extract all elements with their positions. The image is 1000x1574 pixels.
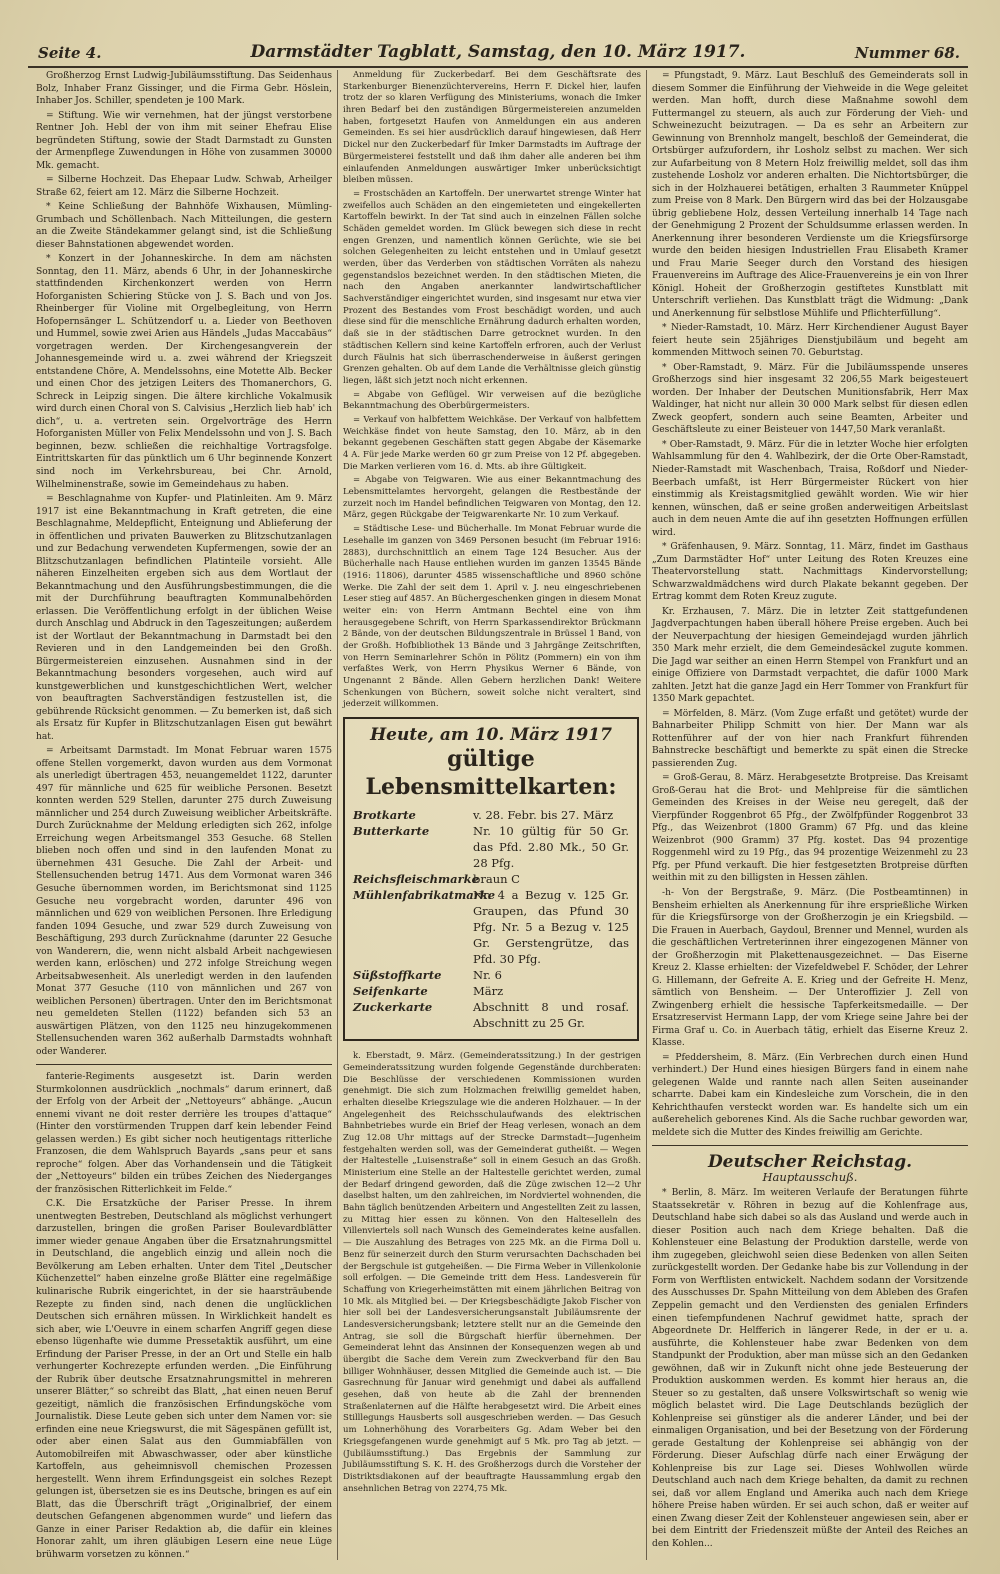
- ration-cards-box: [343, 717, 639, 1041]
- box-title: Heute, am 10. März 1917: [370, 725, 612, 746]
- article: * Keine Schließung der Bahnhöfe Wixhausen, Mümling-Grumbach und Schöllenbach. Nach Mitteilungen, die gestern an die Zweite Ständekammer gelangt sind, ist die Schließung dieser Bahnstationen abgewendet worden.: [36, 202, 332, 250]
- column-divider: [337, 70, 338, 1560]
- article: k. Eberstadt, 9. März. (Gemeinderatssitzung.) In der gestrigen Gemeinderatssitzung wurden folgende Gegenstände durchberaten: Die Beschlüsse der verschiedenen Kommissionen wurden genehmigt. Die sich zum Holzmachen freiwillig gemeldet haben, erhalten dieselbe Kriegszulage wie die anderen Holzhauer. — In der Angelegenheit des Reichsschulaufwands des elektrischen Bahnbetriebes wurde ein Brief der Heag verlesen, wonach an dem Zug 12.08 Uhr mittags auf der Strecke Darmstadt—Jugenheim festgehalten werden soll, was der Gemeinderat gutheißt. — Wegen der Haltestelle „Luisenstraße“ soll in einem Gesuch an das Großh. Ministerium eine Stelle an der Haltestelle gerichtet werden, zumal der Bedarf dringend geworden, daß die Züge zwischen 12—2 Uhr daselbst halten, um den zahlreichen, im Nordviertel wohnenden, die Bahn täglich benützenden Arbeitern und Angestellten Zeit zu lassen, zu Mittag hier essen zu können. Von den Halteselleln des Villenviertels soll nach Wunsch des Gemeinderates keine ausfallen. — Die Auszahlung des Betrages von 225 Mk. an die Firma Doll u. Benz für seinerzeit durch den Sturm verursachten Dachschaden bei der Bergschule ist gutgeheißen. — Die Firma Weber in Villenkolonie soll erfolgen. — Die Gemeinde tritt dem Hess. Landesverein für Schaffung von Kriegerheimstätten mit einem jährlichen Beitrag von 10 Mk. als Mitglied bei. — Der Kriegsbeschädigte Jakob Fischer von hier soll bei der Landesversicherungsanstalt Jubiläumsrente der Landesversicherungsbank; letztere stellt nur an die Gemeinde den Antrag, sie soll die Bürgschaft hierfür übernehmen. Der Gemeinderat lehnt das Ansinnen der Konsequenzen wegen ab und übergibt die Sache dem Verein zum Zweckverband für den Bau billiger Wohnhäuser, dessen Mitglied die Gemeinde auch ist. — Die Gasrechnung für Januar wird genehmigt und dabei als auffallend gesehen, daß von heute ab die Zahl der brennenden Straßenlaternen auf die Hälfte herabgesetzt wird. Die Arbeit eines Stilllegungs Hausberts soll ausgeschrieben werden. — Das Gesuch um Lohnerhöhung des Vorarbeiters Gg. Adam Weber bei den Kriegsgefangenen wurde genehmigt auf 5 Mk. pro Tag ab jetzt. — (Jubiläumsstiftung.) Das Ergebnis der Sammlung zur Jubiläumsstiftung S. K. H. des Großherzogs durch die Vorsteher der Distriktsdiakonen auf der beauftragte Haussammlung ergab den ansehnlichen Betrag von 2274,75 Mk.: [343, 1051, 641, 1494]
- column-2: [343, 70, 641, 1497]
- card-row: [353, 983, 629, 999]
- card-name: Brotkarte: [353, 808, 416, 823]
- article: = Pfeddersheim, 8. März. (Ein Verbrechen durch einen Hund verhindert.) Der Hund eines hiesigen Bürgers fand in einem nahe gelegenen Walde und rannte nach allen Seiten auseinander scharrte. Dabei kam ein Kindesleiche zum Vorschein, die in den Kehrichthaufen versteckt worden war. Es handelte sich um ein außerehelich geborenes Kind. Als die Sache ruchbar geworden war, meldete sich die Mutter des Kindes freiwillig am Gerichte.: [652, 1052, 968, 1138]
- card-value: Abschnitt 8 und rosaf. Abschnitt zu 25 Gr.: [473, 1000, 629, 1031]
- article: = Mörfelden, 8. März. (Vom Zuge erfaßt und getötet) wurde der Bahnarbeiter Philipp Schmitt von hier. Der Mann war als Rottenführer auf der von hier nach Frankfurt führenden Bahnstrecke beschäftigt und bemerkte zu spät einen die Strecke passierenden Zug.: [652, 708, 968, 769]
- card-name: Mühlenfabrikatmarke: [353, 888, 496, 903]
- article: Kr. Erzhausen, 7. März. Die in letzter Zeit stattgefundenen Jagdverpachtungen haben überall höhere Preise ergeben. Auch bei der Neuverpachtung der hiesigen Gemeindejagd wurden jährlich 350 Mark mehr erzielt, die dem Gemeindesäckel zugute kommen. Die Jagd war seither an einen Herrn Stempel von Frankfurt und an einige Offiziere von Darmstadt verpachtet, die dafür 1000 Mark zahlten. Jetzt hat die ganze Jagd ein Herr Tommer von Frankfurt für 1350 Mark gepachtet.: [652, 606, 968, 705]
- article: = Beschlagnahme von Kupfer- und Platinleiten. Am 9. März 1917 ist eine Bekanntmachung in Kraft getreten, die eine Beschlagnahme, Meldepflicht, Enteignung und Ablieferung der in öffentlichen und privaten Bauwerken zu Blitzschutzanlagen und zur Bedachung verwendeten Kupfermengen, sowie der an Blitzschutzanlagen befindlichen Platinteile vorsieht. Alle näheren Einzelheiten ergeben sich aus dem Wortlaut der Bekanntmachung und den Ausführungsbestimmungen, die die mit der Durchführung beauftragten Kommunalbehörden erlassen. Die Veröffentlichung erfolgt in der üblichen Weise durch Anschlag und Abdruck in den Tageszeitungen; außerdem ist der Wortlaut der Bekanntmachung in Darmstadt bei den Revieren und in den Landgemeinden bei den Großh. Bürgermeistereien einzusehen. Ausnahmen sind in der Bekanntmachung besonders vorgesehen, auch wird auf kunstgewerblichen und kunstgeschichtlichen Wert, welcher von beauftragten Sachverständigen festzustellen ist, die gebührende Rücksicht genommen. — Zu bemerken ist, daß sich als Ersatz für Kupfer in Blitzschutzanlagen Eisen gut bewährt hat.: [36, 494, 332, 742]
- article: fanterie-Regiments ausgesetzt ist. Darin werden Sturmkolonnen ausdrücklich „nochmals“ darum erinnert, daß der Erfolg von der Arbeit der „Nettoyeurs“ abhänge. „Aucun ennemi vivant ne doit rester derrière les troupes d'attaque“ (Hinter den vorstürmenden Truppen darf kein lebender Feind gelassen werden.) Es gibt sicher noch heutigentags ritterliche Franzosen, die dem Wahlspruch Bayards „sans peur et sans reproche“ folgen. Aber das Vorhandensein und die Tätigkeit der „Nettoyeurs“ bilden ein trübes Zeichen des Niederganges der französischen Ritterlichkeit im Felde.“: [36, 1072, 332, 1195]
- article: * Ober-Ramstadt, 9. März. Für die in letzter Woche hier erfolgten Wahlsammlung für den 4. Wahlbezirk, der die Orte Ober-Ramstadt, Nieder-Ramstadt mit Waschenbach, Traisa, Roßdorf und Nieder-Beerbach umfaßt, ist Herr Bürgermeister Rückert von hier einstimmig als Kreistagsmitglied gewählt worden. Wie wir hier kennen, wünschen, daß er seine großen anderweitigen Arbeitslast auch in dem neuen Amte die auf ihn gesetzten Hoffnungen erfüllen wird.: [652, 439, 968, 538]
- article: = Groß-Gerau, 8. März. Herabgesetzte Brotpreise. Das Kreisamt Groß-Gerau hat die Brot- und Mehlpreise für die sämtlichen Gemeinden des Kreises in der Weise neu geregelt, daß der Vierpfünder Roggenbrot 65 Pfg., der Zwölfpfünder Roggenbrot 33 Pfg., das Weizenbrot (1800 Gramm) 67 Pfg. und das kleine Weizenbrot (900 Gramm) 37 Pfg. kostet. Das 94 prozentige Roggenmehl wird zu 19 Pfg., das 94 prozentige Weizenmehl zu 23 Pfg. per Pfund verkauft. Die hier festgesetzten Brotpreise dürften weithin mit zu den billigsten in Hessen zählen.: [652, 773, 968, 884]
- card-row: [353, 967, 629, 983]
- card-value: v. 28. Febr. bis 27. März: [473, 808, 614, 823]
- article: * Gräfenhausen, 9. März. Sonntag, 11. März, findet im Gasthaus „Zum Darmstädter Hof“ unter Leitung des Roten Kreuzes eine Theatervorstellung statt. Nachmittags Kindervorstellung; Schwarzwaldmädchens wird durch Plakate bekannt gegeben. Der Ertrag kommt dem Roten Kreuz zugute.: [652, 542, 968, 603]
- article: * Ober-Ramstadt, 9. März. Für die Jubiläumsspende unseres Großherzogs sind hier insgesamt 32 206,55 Mark beigesteuert worden. Der Inhaber der Deutschen Munitionsfabrik, Herr Max Waldinger, hat nicht nur allein 30 000 Mark selbst für diesen edlen Zweck geopfert, sondern auch seine Beamten, Arbeiter und Geschäftsleute zu einer Beisteuer von 1447,50 Mark veranlaßt.: [652, 362, 968, 436]
- card-value: März: [473, 984, 504, 999]
- card-name: Butterkarte: [353, 824, 430, 839]
- card-row: [353, 807, 629, 823]
- article: = Verkauf von halbfettem Weichkäse. Der Verkauf von halbfettem Weichkäse findet von heute Samstag, den 10. März, ab in den bekannt gegebenen Geschäften statt gegen Abgabe der Käsemarke 4 A. Für jede Marke werden 60 gr zum Preise von 12 Pf. abgegeben. Die Marken verlieren vom 16. d. Mts. ab ihre Gültigkeit.: [343, 414, 641, 472]
- article: = Abgabe von Teigwaren. Wie aus einer Bekanntmachung des Lebensmittelamtes hervorgeht, gelangen die Restbestände der zurzeit noch im Handel befindlichen Teigwaren von Montag, den 12. März, gegen Rückgabe der Teigwarenkarte Nr. 10 zum Verkauf.: [343, 475, 641, 521]
- card-value: Nr. 4 a Bezug v. 125 Gr. Graupen, das Pfund 30 Pfg. Nr. 5 a Bezug v. 125 Gr. Gerstengrütze, das Pfd. 30 Pfg.: [473, 888, 629, 967]
- article: = Silberne Hochzeit. Das Ehepaar Ludw. Schwab, Arheilger Straße 62, feiert am 12. März die Silberne Hochzeit.: [36, 175, 332, 198]
- section-heading: Deutscher Reichstag.: [707, 1152, 913, 1173]
- article: = Pfungstadt, 9. März. Laut Beschluß des Gemeinderats soll in diesem Sommer die Einführung der Viehweide in die Wege geleitet werden. Man hofft, durch diese Maßnahme sowohl dem Futtermangel zu steuern, als auch zur Förderung der Vieh- und Schweinezucht beizutragen. — Da es sehr an Arbeitern zur Gewinnung von Brennholz mangelt, beschloß der Gemeinderat, die Ortsbürger aufzufordern, ihr Losholz selbst zu machen. Wer sich zur Aufarbeitung von 8 Metern Holz freiwillig meldet, soll das ihm zustehende Losholz vor anderen erhalten. Die Nichtortsbürger, die sich in der Holzhauerei betätigen, erhalten 3 Raummeter Knüppel zum Preise von 8 Mark. Den Bürgern wird das bei der Holzausgabe übrig gebliebene Holz, dessen Verteilung innerhalb 14 Tage nach der Genehmigung 2 Prozent der Schuldsumme erlassen werden. In Anerkennung ihrer besonderen Verdienste um die Kriegsfürsorge wurde den beiden hiesigen Industriellen Frau Elisabeth Kramer und Frau Marie Seeger durch den Vorstand des hiesigen Frauenvereins im Auftrage des Alice-Frauenvereins je ein von Ihrer Königl. Hoheit der Großherzogin gestiftetes Kunstblatt mit Unterschrift verliehen. Das Kunstblatt trägt die Widmung: „Dank und Anerkennung für selbstlose Mühlife und Pflichterfüllung“.: [652, 71, 968, 319]
- section-rule: [652, 1145, 968, 1146]
- section-rule: [36, 1064, 332, 1065]
- card-row: [353, 887, 629, 967]
- article: = Abgabe von Geflügel. Wir verweisen auf die bezügliche Bekanntmachung des Oberbürgermeisters.: [343, 389, 641, 412]
- article: -h- Von der Bergstraße, 9. März. (Die Postbeamtinnen) in Bensheim erhielten als Anerkennung für ihre ersprießliche Wirken für die Kriegsfürsorge von der Großherzogin je ein Kriegsbild. — Die Frauen in Auerbach, Gaydoul, Brenner und Mennel, wurden als die geschäftlichen Vertreterinnen ihrer eingezogenen Männer von der Großherzogin mit Plakettenausgezeichnet. — Das Eiserne Kreuz 2. Klasse erhielten: der Vizefeldwebel F. Schöder, der Lehrer G. Hillemann, der Gefreite A. E. Krieg und der Gefreite H. Menz, sämtlich von Bensheim. — Der Unteroffizier J. Zell von Zwingenberg erhielt die hessische Tapferkeitsmedaille. — Der Ersatzreservist Hermann Lapp, der vom Kriege seine Jahre bei der Firma Graf u. Co. in Auerbach tätig, erhielt das Eiserne Kreuz 2. Klasse.: [652, 888, 968, 1049]
- card-value: Nr. 10 gültig für 50 Gr. das Pfd. 2.80 Mk., 50 Gr. 28 Pfg.: [473, 824, 629, 871]
- article: * Nieder-Ramstadt, 10. März. Herr Kirchendiener August Bayer feiert heute sein 25jähriges Dienstjubiläum und begeht am kommenden Mittwoch seinen 70. Geburtstag.: [652, 323, 968, 359]
- card-name: Seifenkarte: [353, 984, 428, 999]
- article: * Berlin, 8. März. Im weiteren Verlaufe der Beratungen führte Staatssekretär v. Röhren in bezug auf die Kohlenfrage aus, Deutschland habe sich dabei so als das Ausland und werde auch in dieser Position auch nach dem Kriege behalten. Daß die Kohlensteuer eine Belastung der Produktion darstelle, werde von ihm zugegeben, gleichwohl seien diese Bedenken von allen Seiten zurückgestellt worden. Der Gedanke habe bis zur Vollendung in der Form von Werftlisten entwickelt. Nachdem sodann der Vorsitzende des Ausschusses Dr. Spahn Mitteilung von dem Ableben des Grafen Zeppelin gemacht und den Verdiensten des genialen Erfinders einen tiefempfundenen Nachruf gewidmet hatte, sprach der Abgeordnete Dr. Helfferich in längerer Rede, in der er u. a. ausführte, die Kohlensteuer habe zwar Bedenken von dem Standpunkt der Produktion, aber man müsse sich an den Gedanken gewöhnen, daß wir in Zukunft nicht ohne jede Besteuerung der Produktion auskommen werden. Es kommt hier heraus an, die Steuer so zu gestalten, daß unsere Volkswirtschaft so wenig wie möglich belastet wird. Die Lage Deutschlands bezüglich der Kohlenpreise sei günstiger als die anderer Länder, und bei der einmaligen Organisation, und bei der Besetzung von der Förderung gerade Gestaltung der Kohlenpreise sei abhängig von der Förderung. Dieser Aufschlag dürfe nach einer Erwägung der Kohlenpreise bis zur Lage sei. Dieses Wohlwollen würde Deutschland auch nach dem Kriege behalten, da damit zu rechnen sei, daß vor allem England und Amerika auch nach dem Kriege höhere Preise haben würden. Er sei auch schon, daß er weiter auf einen Zwang dieser Zeit der Kohlensteuer angewiesen sein, aber er bei dem Eintritt der Friedenszeit müßte der Anteil des Reiches an den Kohlen...: [652, 1188, 968, 1549]
- issue-number: Nummer 68.: [854, 44, 960, 62]
- card-name: Zuckerkarte: [353, 1000, 433, 1015]
- page-number: Seite 4.: [38, 44, 102, 62]
- article: = Arbeitsamt Darmstadt. Im Monat Februar waren 1575 offene Stellen vorgemerkt, davon wurden aus dem Vormonat als unerledigt übertragen 453, neuangemeldet 1122, darunter 497 für männliche und 625 für weibliche Personen. Besetzt konnten werden 529 Stellen, darunter 275 durch Zuweisung männlicher und 254 durch Zuweisung weiblicher Arbeitskräfte. Durch Zurücknahme der Meldung erledigten sich 262, infolge Erreichung wegen Arbeitsmangel 353 Gesuche. 68 Stellen blieben noch offen und sind in den laufenden Monat zu übernehmen 431 Gesuche. Die Zahl der Arbeit- und Stellensuchenden betrug 1471. Aus dem Vormonat waren 346 Gesuche übernommen worden, im Berichtsmonat sind 1125 Gesuche neu vorgebracht worden, darunter 496 von männlichen und 629 von weiblichen Personen. Ihre Erledigung fanden 1094 Gesuche, und zwar 529 durch Zuweisung von Beschäftigung, 293 durch Zurücknahme (darunter 22 Gesuche von Wanderern, die, wenn nicht alsbald Arbeit nachgewiesen werden kann, erlöschen) und 272 infolge Streichung wegen Arbeitsabwesenheit. Als unerledigt werden in den laufenden Monat 377 Gesuche (110 von männlichen und 267 von weiblichen Personen) übertragen. Unter den im Berichtsmonat neu gemeldeten Stellen (1122) befanden sich 53 an auswärtigen Plätzen, von den 1125 neu hinzugekommenen Stellensuchenden waren 362 außerhalb Darmstadts wohnhaft oder Wanderer.: [36, 746, 332, 1057]
- article: = Frostschäden an Kartoffeln. Der unerwartet strenge Winter hat zweifellos auch Schäden an den eingemieteten und eingekellerten Kartoffeln bewirkt. In der Tat sind auch in einzelnen Fällen solche Schäden gemeldet worden. Im Glück bewegen sich diese in recht engen Grenzen, und namentlich können Gerüchte, wie sie bei solchen Gelegenheiten zu leicht entstehen und in Umlauf gesetzt werden, über das Verderben von städtischen Vorräten als nahezu gegenstandslos bezeichnet werden. In den städtischen Mieten, die nach den Angaben anerkannter landwirtschaftlicher Sachverständiger eingerichtet wurden, sind insgesamt nur etwa vier Prozent des Bestandes vom Frost beschädigt worden, und auch diese sind für die menschliche Ernährung dadurch erhalten worden, daß sie in der städtischen Darre getrocknet wurden. In den städtischen Kellern sind keine Kartoffeln erfroren, auch der Verlust durch Fäulnis hat sich überraschenderweise in äußerst geringen Grenzen gehalten. Ob auf dem Lande die Verhältnisse gleich günstig liegen, läßt sich jetzt noch nicht erkennen.: [343, 188, 641, 386]
- card-row: [353, 871, 629, 887]
- column-1: [36, 70, 332, 1563]
- article: Anmeldung für Zuckerbedarf. Bei dem Geschäftsrate des Starkenburger Bienenzüchtervereins, Herrn F. Dickel hier, laufen trotz der so klaren Verfügung des Ministeriums, wonach die Imker ihren Bedarf bei den zuständigen Bürgermeistereien anzumelden haben, fortgesetzt Haufen von Anmeldungen ein aus anderen Gemeinden. Es sei hier ausdrücklich darauf hingewiesen, daß Herr Dickel nur den Zuckerbedarf für Imker Darmstadts im Auftrage der Bürgermeisterei feststellt und daß ihm daher alle anderen bei ihm einlaufenden Anmeldungen auswärtiger Imker unberücksichtigt bleiben müssen.: [343, 70, 641, 186]
- card-row: [353, 823, 629, 871]
- page-header: [28, 40, 968, 68]
- card-name: Süßstoffkarte: [353, 968, 442, 983]
- column-divider: [646, 70, 647, 1560]
- article: * Konzert in der Johanneskirche. In dem am nächsten Sonntag, den 11. März, abends 6 Uhr, in der Johanneskirche stattfindenden Kirchenkonzert werden von Herrn Hoforganisten Schiering Stücke von J. S. Bach und von Jos. Rheinberger für Violine mit Orgelbegleitung, von Herrn Hofopernsänger L. Schützendorf u. a. Lieder von Beethoven und Hummel, sowie zwei Arien aus Händels „Judas Maccabäus“ vorgetragen werden. Der Kirchengesangverein der Johannesgemeinde wird u. a. zwei während der Kriegszeit entstandene Chöre, A. Mendelssohns, eine Motette Alb. Becker und einen Chor des jetzigen Leiters des Thomanerchors, G. Schreck in Leipzig singen. Die ältere kirchliche Vokalmusik wird durch einen Choral von S. Calvisius „Herzlich lieb hab' ich dich“, u. a. vertreten sein. Orgelvorträge des Herrn Hoforganisten Müller von Felix Mendelssohn und von J. S. Bach beginnen, bezw. schließen die reichhaltige Vortragsfolge. Eintrittskarten für das pünktlich um 6 Uhr beginnende Konzert sind noch im Verkehrsbureau, bei Chr. Arnold, Wilhelminenstraße, sowie im Gemeindehaus zu haben.: [36, 254, 332, 490]
- box-subtitle: gültige Lebensmittelkarten:: [365, 746, 617, 801]
- article: C.K. Die Ersatzküche der Pariser Presse. In ihrem unentwegten Bestreben, Deutschland als möglichst verhungert darzustellen, bringen die großen Pariser Boulevardblätter immer wieder genaue Angaben über die Ersatznahrungsmittel in Deutschland, die angeblich einzig und allein noch die Bevölkerung am Leben erhalten. Unter dem Titel „Deutscher Küchenzettel“ haben einzelne große Blätter eine regelmäßige kulinarische Rubrik eingerichtet, in der sie haarsträubende Rezepte zu finden sind, nach denen die unglücklichen Deutschen sich ernähren müssen. In Wirklichkeit handelt es sich aber, wie L'Oeuvre in einem scharfen Angriff gegen diese ebenso lügenhafte wie dumme Pressetaktik ausführt, um eine Erfindung der Pariser Presse, in der an Ort und Stelle ein halb verhungerter Kochrezepte erfunden werden. „Die Einführung der Rubrik über deutsche Ersatznahrungsmittel in mehreren unserer Blätter,“ so schreibt das Blatt, „hat einen neuen Beruf gezeitigt, nämlich die französischen Erfindungsköche vom Journalistik. Diese Leute geben sich unter dem Namen vor: sie erfinden eine neue Kriegswurst, die mit Sägespänen gefüllt ist, oder aber einen Salat aus den Gummiabfällen von Automobilreifen mit Abwaschwasser, oder aber künstliche Kartoffeln, aus geheimnisvoll chemischen Prozessen hergestellt. Wenn ihrem Erfindungsgeist ein solches Rezept gelungen ist, übersetzen sie es ins Deutsche, bringen es auf ein Blatt, das die Überschrift trägt „Originalbrief, der einem deutschen Gefangenen abgenommen wurde“ und liefern das Ganze in einer Pariser Redaktion ab, die dafür ein kleines Honorar zahlt, um ihren gläubigen Lesern eine neue Lüge brühwarm vorsetzen zu können.“: [36, 1199, 332, 1560]
- masthead-line: Darmstädter Tagblatt, Samstag, den 10. März 1917.: [250, 42, 746, 62]
- card-value: braun C: [473, 872, 520, 887]
- column-3: [652, 70, 968, 1552]
- article: = Stiftung. Wie wir vernehmen, hat der jüngst verstorbene Rentner Joh. Hebl der von ihm mit seiner Ehefrau Elise begründeten Stiftung, sowie der Stadt Darmstadt zu Gunsten der Armenpflege Zuwendungen in Höhe von zusammen 30000 Mk. gemacht.: [36, 110, 332, 171]
- card-name: Reichsfleischmarke: [353, 872, 479, 887]
- article: = Städtische Lese- und Bücherhalle. Im Monat Februar wurde die Lesehalle im ganzen von 3469 Personen besucht (im Februar 1916: 2883), durchschnittlich an einem Tage 124 Besucher. Aus der Bücherhalle nach Hause entliehen wurden im ganzen 13545 Bände (1916: 11806), darunter 4585 wissenschaftliche und 8960 schöne Werke. Die Zahl der seit dem 1. April v. J. neu eingeschriebenen Leser stieg auf 4857. An Büchergeschenken gingen in diesem Monat weiter ein: von Herrn Amtmann Bechtel eine von ihm herausgegebene Schrift, von Herrn Sparkassendirektor Brückmann 2 Bände, von der deutschen Bildungszentrale in Brüssel 1 Band, von der Großh. Hofbibliothek 13 Bände und 3 Jahrgänge Zeitschriften, von Herrn Seminarlehrer Schön in Pölitz (Pommern) ein von ihm verfaßtes Werk, von Herrn Physikus Werner 6 Bände, von Ungenannt 2 Bände. Allen Gebern herzlichen Dank! Weitere Schenkungen von Büchern, soweit solche nicht veraltert, sind jederzeit willkommen.: [343, 524, 641, 710]
- card-value: Nr. 6: [473, 968, 502, 983]
- article: Großherzog Ernst Ludwig-Jubiläumsstiftung. Das Seidenhaus Bolz, Inhaber Franz Gissinger, und die Firma Gebr. Höslein, Inhaber Jos. Schiller, spendeten je 100 Mark.: [36, 71, 332, 107]
- section-subheading: Hauptausschuß.: [762, 1169, 858, 1184]
- card-row: [353, 999, 629, 1031]
